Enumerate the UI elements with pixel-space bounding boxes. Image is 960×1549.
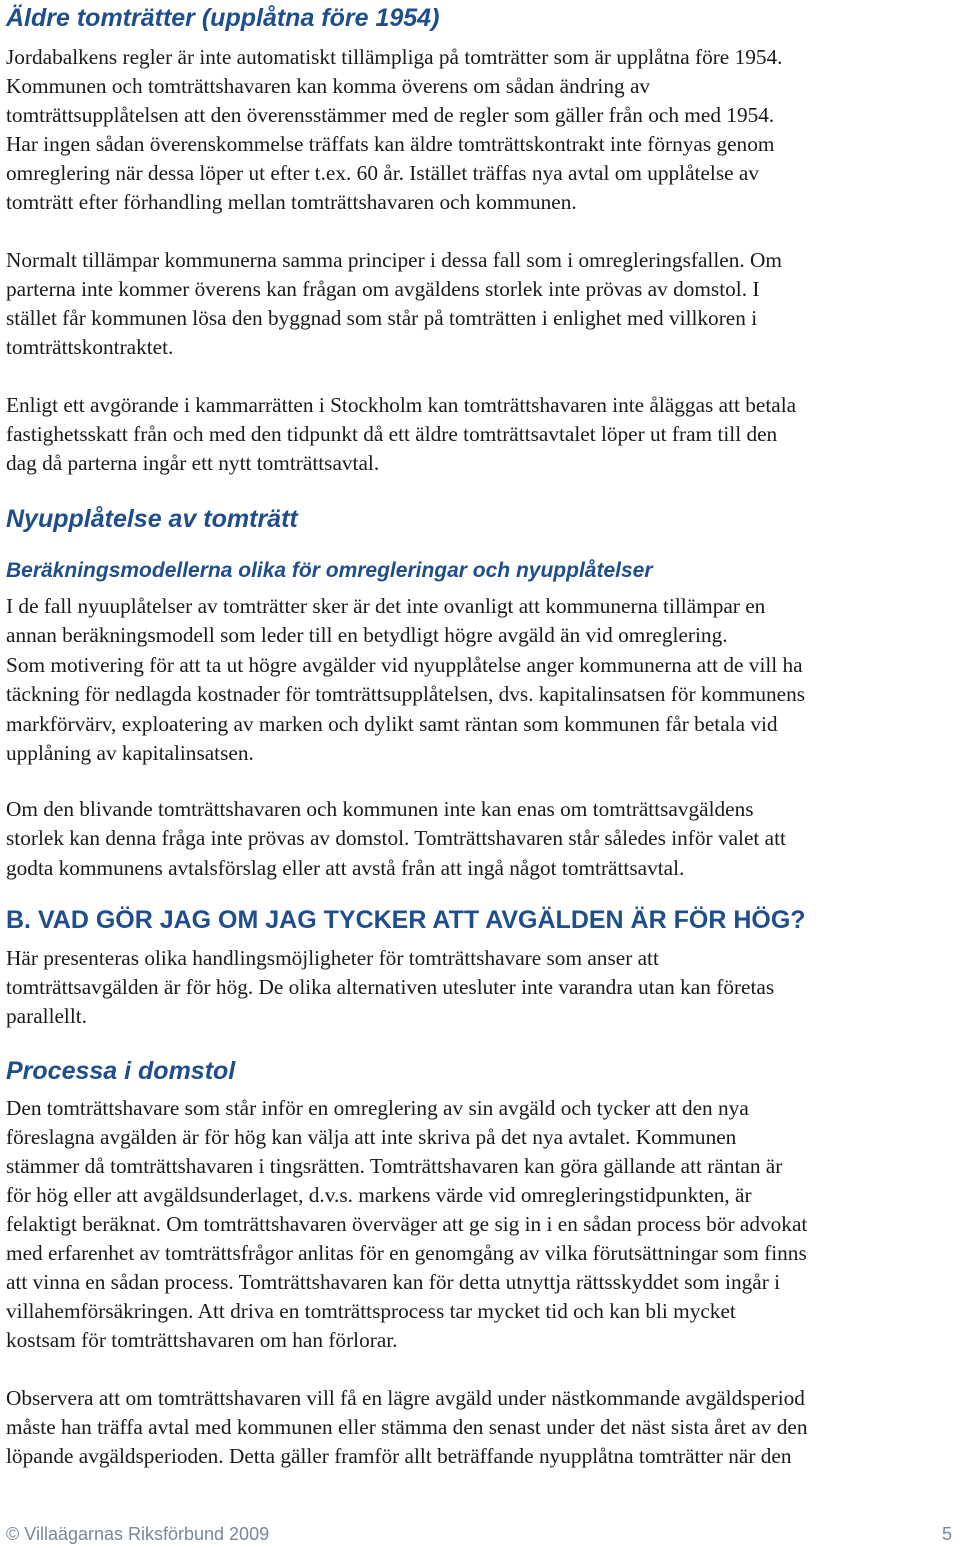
paragraph-processa-omreglering: Den tomträttshavare som står inför en omreglering av sin avgäld och tycker att den nya föreslagna avgälden är för hög kan välja att inte skriva på det nya avtalet. Kommunen stämmer då tomträttshavaren i tingsrätten. Tomträttshavaren kan göra gällande att räntan är för hög eller att avgäldsunderlaget, d.v.s. markens värde vid omregleringstidpunkten, är felaktigt beräknat. Om tomträttshavaren överväger att ge sig in i en sådan process bör advokat med erfarenhet av tomträttsfrågor anlitas för en genomgång av vilka förutsättningar som finns att vinna en sådan process. Tomträttshavaren kan för detta utnyttja rättsskyddet som ingår i villahemförsäkringen. Att driva en tomträttsprocess tar mycket tid och kan bli mycket kostsam för tomträttshavaren om han förlorar. [6, 1096, 808, 1352]
footer-copyright: © Villaägarnas Riksförbund 2009 [6, 1524, 270, 1544]
paragraph-nyupplatelse-motivering: I de fall nyuuplåtelser av tomträtter sker är det inte ovanligt att kommunerna tillämpar en annan beräkningsmodell som leder till en betydligt högre avgäld än vid omreglering. Som motivering för att ta ut högre avgälder vid nyupplåtelse anger kommunerna att de vill ha täckning för nedlagda kostnader för tomträttsupplåtelsen, dvs. kapitalinsatsen för kommunens markförvärv, exploatering av marken och dylikt samt räntan som kommunen får betala vid upplåning av kapitalinsatsen. [6, 594, 806, 766]
paragraph-observera: Observera att om tomträttshavaren vill få en lägre avgäld under nästkommande avgäldsperiod måste han träffa avtal med kommunen eller stämma den senast under det näst sista året av den löpande avgäldsperioden. Detta gäller framför allt beträffande nyupplåtna tomträtter när den [6, 1386, 808, 1468]
paragraph-aldre-intro: Jordabalkens regler är inte automatiskt tillämpliga på tomträtter som är upplåtna före 1954. Kommunen och tomträttshavaren kan komma överens om sådan ändring av tomträttsupplåtelsen att den överensstämmer med de regler som gäller från och med 1954. Har ingen sådan överenskommelse träffats kan äldre tomträttskontrakt inte förnyas genom omreglering när dessa löper ut efter t.ex. 60 år. Istället träffas nya avtal om upplåtelse av tomträtt efter förhandling mellan tomträttshavaren och kommunen. [6, 45, 783, 215]
footer-page-number: 5 [941, 1524, 952, 1544]
section-heading-nyupplatelse: Nyupplåtelse av tomträtt [6, 505, 298, 533]
paragraph-nyupplatelse-domstol: Om den blivande tomträttshavaren och kommunen inte kan enas om tomträttsavgäldens storlek kan denna fråga inte prövas av domstol. Tomträttshavaren står således inför valet att godta kommunens avtalsförslag eller att avstå från att ingå något tomträttsavtal. [6, 797, 786, 880]
section-heading-vad-gor-jag: B. VAD GÖR JAG OM JAG TYCKER ATT AVGÄLDEN ÄR FÖR HÖG? [6, 906, 806, 934]
subheading-berakningsmodeller: Beräkningsmodellerna olika för omregleringar och nyupplåtelser [6, 559, 653, 582]
paragraph-aldre-kammarratten: Enligt ett avgörande i kammarrätten i Stockholm kan tomträttshavaren inte åläggas att betala fastighetsskatt från och med den tidpunkt då ett äldre tomträttsavtalet löper ut fram till den dag då parterna ingår ett nytt tomträttsavtal. [6, 393, 797, 476]
section-heading-processa-i-domstol: Processa i domstol [6, 1057, 236, 1085]
paragraph-aldre-principer: Normalt tillämpar kommunerna samma principer i dessa fall som i omregleringsfallen. Om parterna inte kommer överens kan frågan om avgäldens storlek inte prövas av domstol. I stället får kommunen lösa den byggnad som står på tomträtten i enlighet med villkoren i tomträttskontraktet. [6, 248, 782, 360]
paragraph-handlingsmojligheter: Här presenteras olika handlingsmöjligheter för tomträttshavare som anser att tomträttsavgälden är för hög. De olika alternativen utesluter inte varandra utan kan företas parallellt. [6, 946, 775, 1029]
section-heading-aldre-tomtratter: Äldre tomträtter (upplåtna före 1954) [6, 4, 440, 32]
